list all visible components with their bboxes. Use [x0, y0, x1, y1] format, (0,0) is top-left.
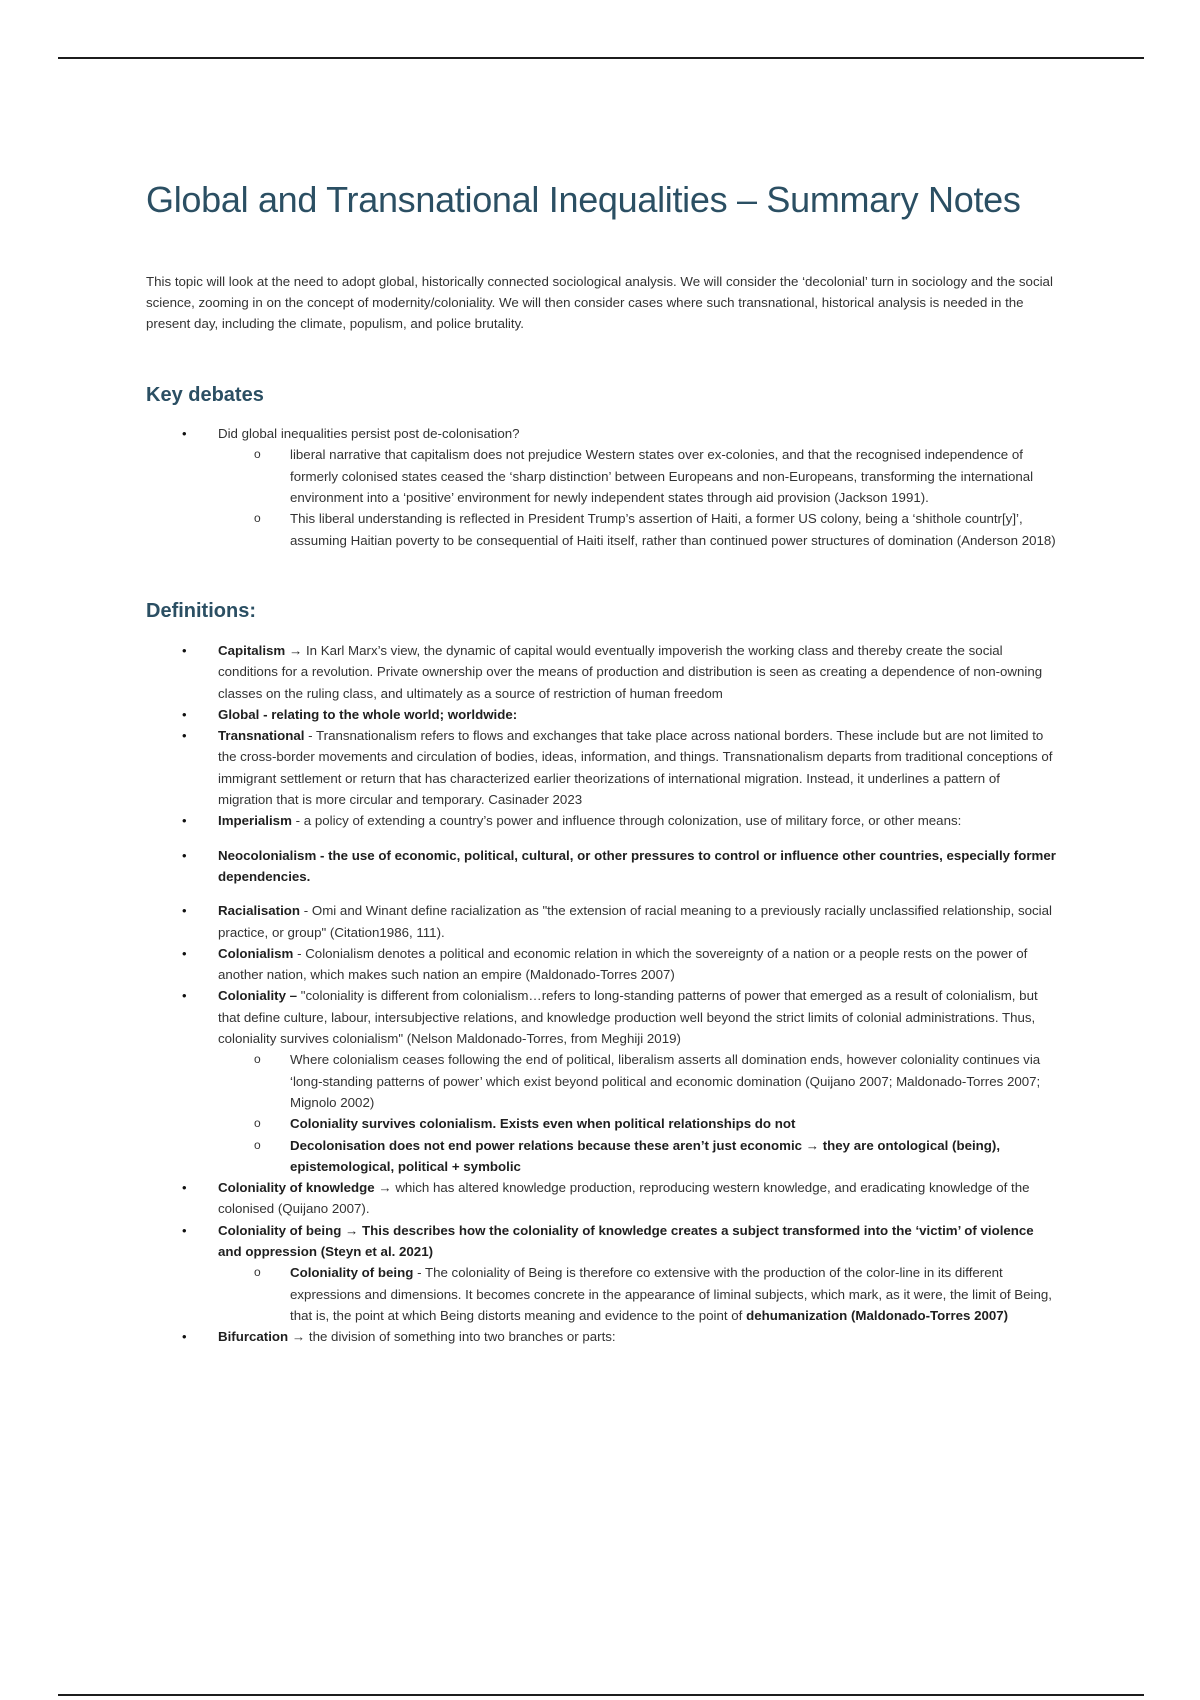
separator: – [285, 988, 301, 1004]
definition-transnational [146, 725, 1056, 810]
definition-coloniality-of-being [146, 1220, 1056, 1326]
key-debates-list [146, 423, 1056, 551]
sub-bullet-icon: o [254, 1265, 261, 1280]
sub-bullet-icon: o [254, 1116, 261, 1131]
sub-list [218, 1262, 1056, 1326]
page-title: Global and Transnational Inequalities – Summary Notes [146, 179, 1021, 220]
bullet-icon: • [182, 903, 187, 919]
key-debates-heading: Key debates [146, 384, 264, 407]
definition-text: Transnationalism refers to flows and exchanges that take place across national borders. These include but are not limited to the cross-border movements and circulation of bodies, ideas, information, and things. Transnationalism departs from traditional conceptions of immigrant settlement or return that has characterized earlier theorizations of international migration. Instead, it underlines a pattern of migration that is more circular and temporary. Casinader 2023 [218, 728, 1053, 808]
bullet-icon: • [182, 728, 187, 744]
list-item [218, 1049, 1056, 1113]
arrow-icon: → [374, 1180, 396, 1196]
definition-text: a policy of extending a country’s power and influence through colonization, use of military force, or other means: [303, 813, 962, 829]
definitions-heading: Definitions: [146, 599, 256, 622]
term: Racialisation [218, 903, 301, 919]
separator: - [293, 945, 306, 961]
term: Colonialism [218, 945, 294, 961]
definition-text: Global - relating to the whole world; worldwide: [218, 706, 518, 722]
separator: - [291, 813, 304, 829]
term: Coloniality [218, 988, 286, 1004]
sub-bullet-icon: o [254, 511, 261, 526]
separator: - [300, 903, 312, 919]
bullet-icon: • [182, 706, 187, 722]
bullet-icon: • [182, 1180, 187, 1196]
coloniality-point-1: Where colonialism ceases following the end of political, liberalism asserts all domination ends, however coloniality continues via ‘long-standing patterns of power’ which exist beyond political and economic domination (Quijano 2007; Maldonado-Torres 2007; Mignolo 2002) [290, 1052, 1041, 1110]
term: Imperialism [218, 813, 292, 829]
definition-colonialism [146, 943, 1056, 986]
definition-text: The coloniality of Being is therefore co extensive with the production of the color-line in its different expressions and dimensions. It becomes concrete in the appearance of liminal subjects, which mark, as it were, the limit of Being, that is, the point at which Being distorts meaning and evidence to the point of [290, 1265, 1052, 1323]
definition-text: the division of something into two branches or parts: [308, 1329, 616, 1345]
bullet-icon: • [182, 642, 187, 658]
definition-global [146, 704, 1056, 725]
definition-coloniality-of-knowledge [146, 1177, 1056, 1220]
bullet-icon: • [182, 847, 187, 863]
bullet-icon: • [182, 1222, 187, 1238]
list-item [218, 508, 1056, 551]
definition-text: Coloniality of being → This describes how the coloniality of knowledge creates a subject transformed into the ‘victim’ of violence and oppression (Steyn et al. 2021) [218, 1222, 1034, 1259]
debate-point-2: This liberal understanding is reflected in President Trump’s assertion of Haiti, a former US colony, being a ‘shithole countr[y]’, assuming Haitian poverty to be consequential of Haiti itself, rather than continued power structures of domination (Anderson 2018) [290, 511, 1056, 548]
bullet-icon: • [182, 1329, 187, 1345]
definition-neocolonialism [146, 845, 1056, 888]
list-item [218, 444, 1056, 508]
intro-paragraph: This topic will look at the need to adopt global, historically connected sociological analysis. We will consider the ‘decolonial’ turn in sociology and the social science, zooming in on the concept of modernity/coloniality. We will then consider cases where such transnational, historical analysis is needed in the present day, including the climate, populism, and police brutality. [146, 274, 1053, 332]
term: Transnational [218, 728, 305, 744]
separator: - [413, 1265, 425, 1281]
definition-text: Neocolonialism - the use of economic, political, cultural, or other pressures to control or influence other countries, especially former dependencies. [218, 847, 1056, 884]
debate-question: Did global inequalities persist post de-colonisation? [218, 426, 520, 442]
term: Coloniality of being [290, 1265, 414, 1281]
term: Coloniality of knowledge [218, 1180, 375, 1196]
arrow-icon: → [288, 1329, 309, 1345]
list-item [218, 1262, 1056, 1326]
coloniality-point-3: Decolonisation does not end power relations because these aren’t just economic → they are ontological (being), epistemological, political + symbolic [290, 1137, 1001, 1174]
definitions-list [146, 640, 1056, 1348]
bullet-icon: • [182, 813, 187, 829]
bullet-icon: • [182, 988, 187, 1004]
definition-text: "coloniality is different from colonialism…refers to long-standing patterns of power that emerged as a result of colonialism, but that define culture, labour, intersubjective relations, and knowledge production well beyond the strict limits of colonial administrations. Thus, coloniality survives colonialism" (Nelson Maldonado-Torres, from Meghiji 2019) [218, 988, 1038, 1047]
term: Capitalism [218, 642, 286, 658]
definition-racialisation [146, 900, 1056, 943]
sub-list [218, 444, 1056, 550]
sub-bullet-icon: o [254, 1137, 261, 1152]
definition-text: Omi and Winant define racialization as "the extension of racial meaning to a previously racially unclassified relationship, social practice, or group" (Citation1986, 111). [218, 903, 1052, 940]
term: Bifurcation [218, 1329, 289, 1345]
coloniality-point-2: Coloniality survives colonialism. Exists even when political relationships do not [290, 1116, 796, 1132]
definition-capitalism [146, 640, 1056, 704]
separator: - [304, 728, 317, 744]
top-rule [58, 57, 1144, 59]
definition-text: which has altered knowledge production, reproducing western knowledge, and eradicating knowledge of the colonised (Quijano 2007). [218, 1180, 1030, 1217]
sub-list [218, 1049, 1056, 1177]
bottom-rule [58, 1694, 1144, 1696]
debate-point-1: liberal narrative that capitalism does not prejudice Western states over ex-colonies, and that the recognised independence of formerly colonised states ceased the ‘sharp distinction’ between Europeans and non-Europeans, transforming the international environment into a ‘positive’ environment for newly independent states through aid provision (Jackson 1991). [290, 447, 1034, 506]
definition-imperialism [146, 810, 1056, 831]
definition-text: In Karl Marx’s view, the dynamic of capital would eventually impoverish the working class and thereby create the social conditions for a revolution. Private ownership over the means of production and distribution is seen as creating a dependence of non-owning classes on the ruling class, and ultimately as a source of restriction of human freedom [218, 642, 1043, 701]
document-body [146, 178, 1056, 1347]
sub-bullet-icon: o [254, 1052, 261, 1067]
sub-bullet-icon: o [254, 447, 261, 462]
bullet-icon: • [182, 945, 187, 961]
definition-text: Colonialism denotes a political and economic relation in which the sovereignty of a nation or a people rests on the power of another nation, which makes such nation an empire (Maldonado-Torres 2007) [218, 945, 1028, 983]
definition-citation: dehumanization (Maldonado-Torres 2007) [746, 1307, 1009, 1323]
bullet-icon: • [182, 426, 187, 442]
arrow-icon: → [285, 642, 306, 658]
list-item [146, 423, 1056, 551]
list-item [218, 1135, 1056, 1178]
list-item [218, 1113, 1056, 1134]
definition-coloniality [146, 985, 1056, 1177]
definition-bifurcation [146, 1326, 1056, 1347]
